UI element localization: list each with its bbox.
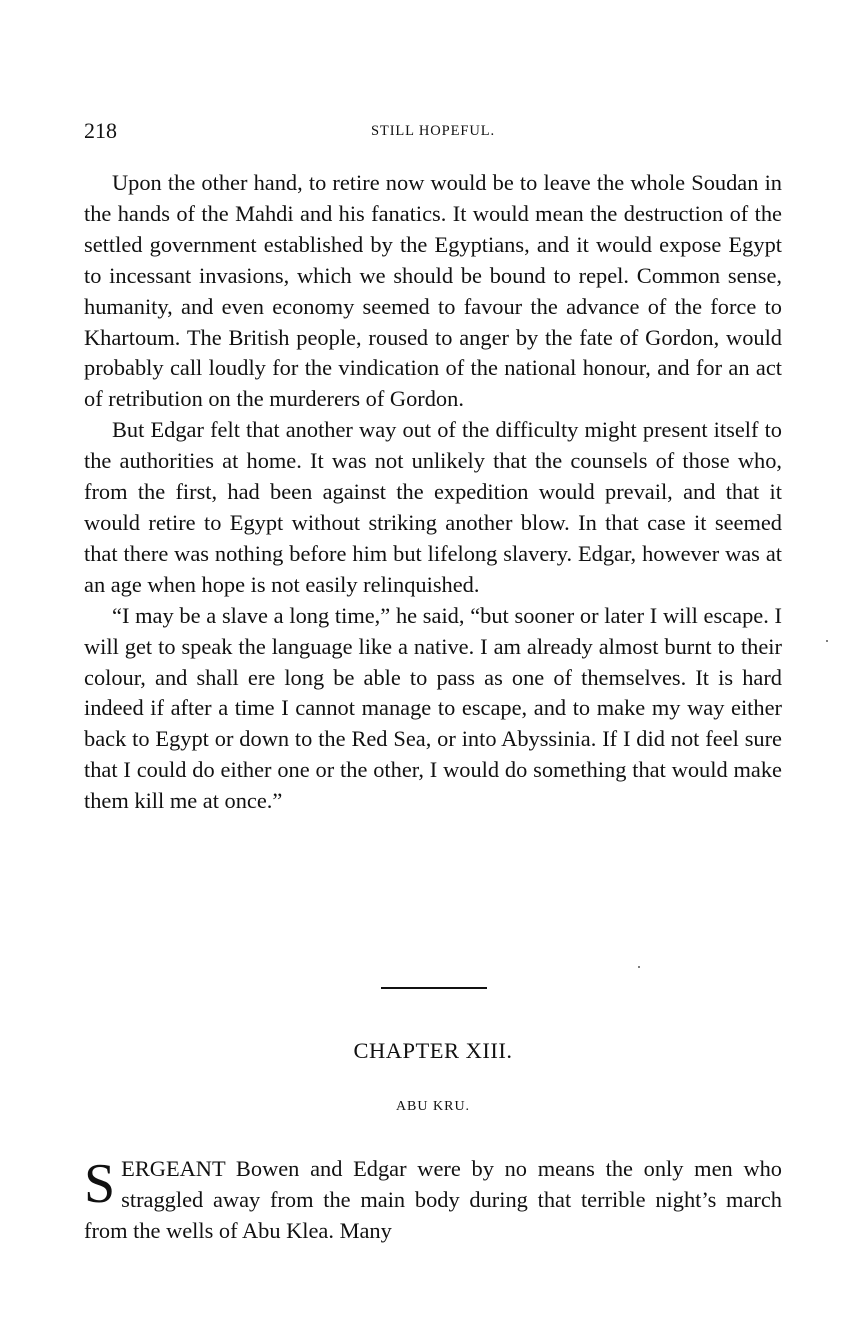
chapter-opening: [84, 1154, 782, 1247]
section-divider-rule: [381, 987, 487, 989]
page-number: 218: [84, 118, 117, 143]
paragraph-edgar-speech: “I may be a slave a long time,” he said, “but sooner or later I will escape. I will get to speak the language like a native. I am already almost burnt to their colour, and shall ere long be able to pass as one of themselves. It is hard indeed if after a time I cannot manage to escape, and to make my way either back to Egypt or down to the Red Sea, or into Abyssinia. If I did not feel sure that I could do either one or the other, I would do something that would make them kill me at once.”: [84, 602, 782, 814]
chapter-subtitle: ABU KRU.: [395, 1099, 471, 1114]
drop-cap: S: [84, 1153, 116, 1215]
paragraph-edgar-outlook: But Edgar felt that another way out of the difficulty might present itself to the authorities at home. It was not unlikely that the counsels of those who, from the first, had been against the expedition would prevail, and that it would retire to Egypt without striking another blow. In that case it seemed that there was nothing before him but lifelong slavery. Edgar, however was at an age when hope is not easily relinquished.: [84, 417, 782, 597]
running-title: STILL HOPEFUL.: [370, 123, 496, 139]
chapter-opening-paragraph: ERGEANT Bowen and Edgar were by no means the only men who straggled away from the main body during that terrible night’s march from the wells of Abu Klea. Many: [84, 1156, 782, 1243]
body-text: [84, 168, 782, 817]
chapter-title: CHAPTER XIII.: [353, 1038, 513, 1063]
paragraph-retire-consequences: Upon the other hand, to retire now would be to leave the whole Soudan in the hands of the Mahdi and his fanatics. It would mean the destruction of the settled government established by the Egyptians, and it would expose Egypt to incessant invasions, which we should be bound to repel. Common sense, humanity, and even economy seemed to favour the advance of the force to Khartoum. The British people, roused to anger by the fate of Gordon, would probably call loudly for the vindication of the national honour, and for an act of retribution on the murderers of Gordon.: [84, 170, 782, 412]
print-speck: [826, 640, 828, 642]
print-speck: [638, 966, 640, 968]
running-header: [84, 118, 782, 146]
